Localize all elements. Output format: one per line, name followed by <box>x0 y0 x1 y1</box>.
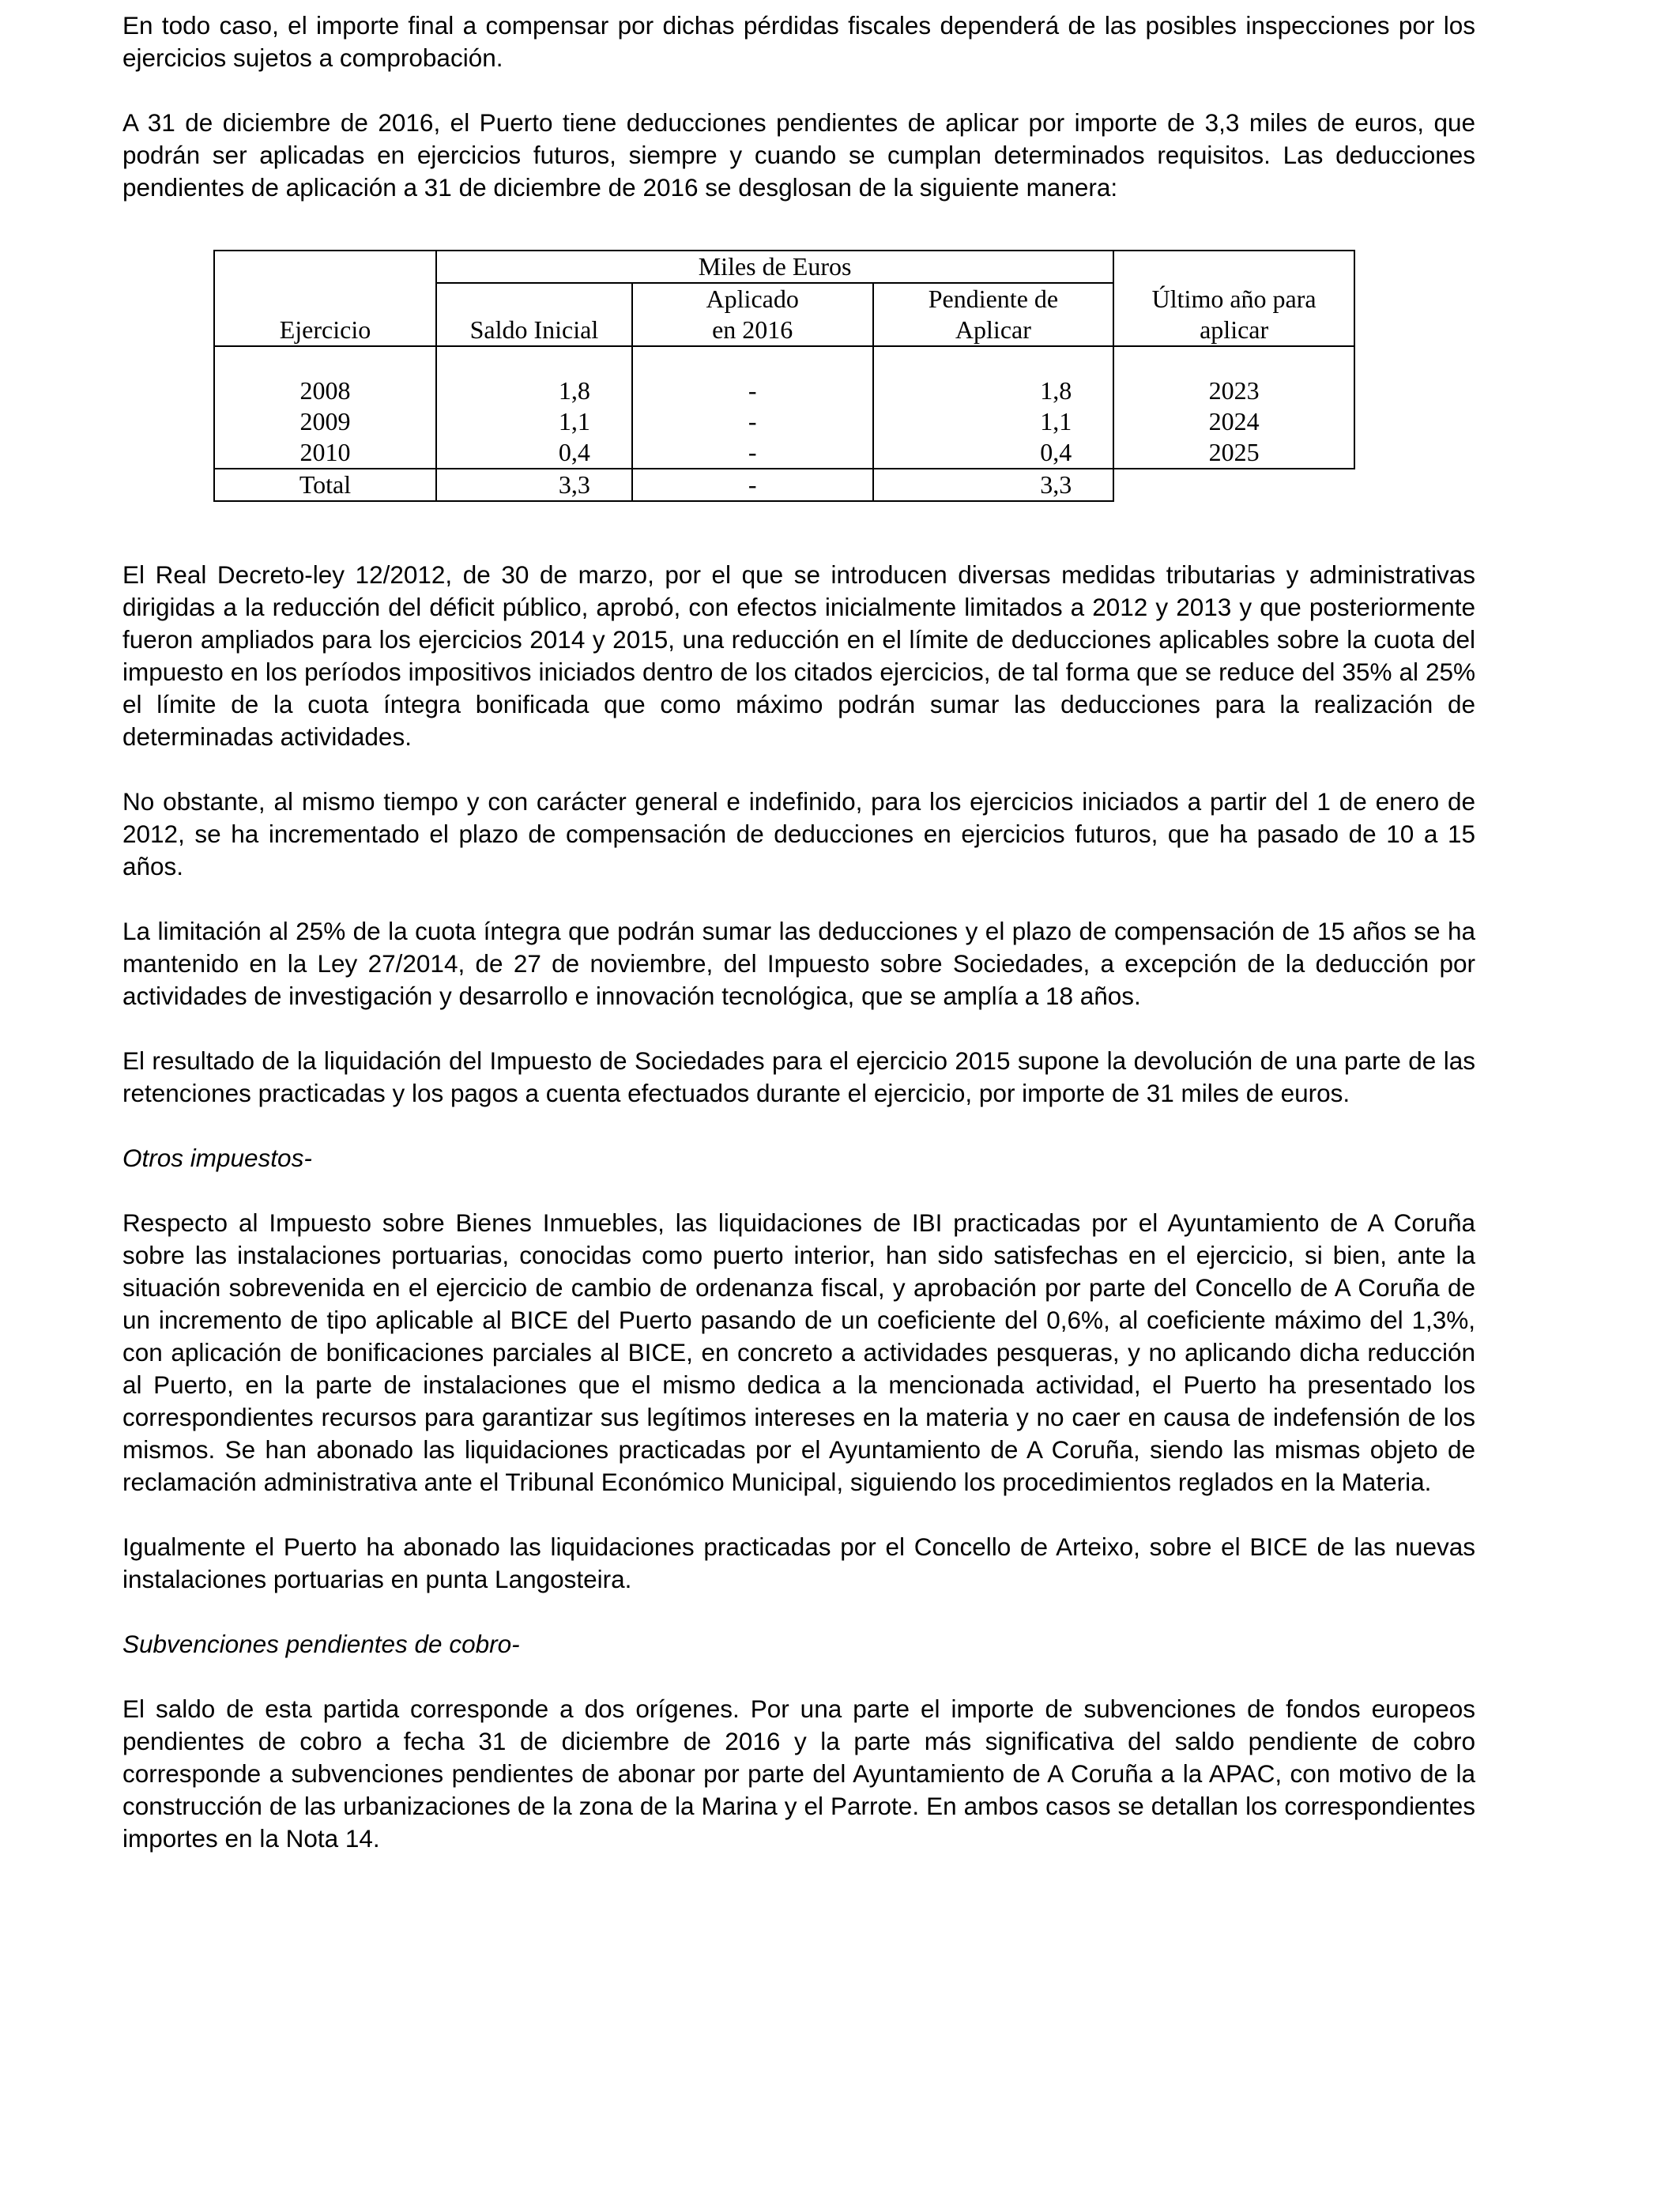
header-miles-de-euros: Miles de Euros <box>436 251 1113 283</box>
cell-saldo: 0,4 <box>436 437 632 469</box>
paragraph-no-obstante: No obstante, al mismo tiempo y con carácter general e indefinido, para los ejercicios iniciados a partir del 1 de enero de 2012, se ha incrementado el plazo de compensación de deducciones en ejercicios futuros, que ha pasado de 10 a 15 años. <box>122 787 1475 880</box>
cell-saldo: 1,1 <box>436 406 632 437</box>
header-aplicado-2: en 2016 <box>632 315 873 346</box>
cell-ejercicio: 2008 <box>214 375 436 406</box>
header-ultimo-2: aplicar <box>1113 315 1354 346</box>
heading-subvenciones: Subvenciones pendientes de cobro- <box>122 1630 520 1658</box>
cell-total-saldo: 3,3 <box>436 469 632 501</box>
cell-ultimo: 2023 <box>1113 375 1354 406</box>
header-saldo-inicial: Saldo Inicial <box>436 315 632 346</box>
cell-ejercicio: 2010 <box>214 437 436 469</box>
cell-ultimo: 2024 <box>1113 406 1354 437</box>
header-aplicado-1: Aplicado <box>632 283 873 315</box>
paragraph-deducciones-pendientes: A 31 de diciembre de 2016, el Puerto tiene deducciones pendientes de aplicar por importe de 3,3 miles de euros, que podrán ser aplicadas en ejercicios futuros, siempre y cuando se cumplan determinados requisitos. Las deducciones pendientes de aplicación a 31 de diciembre de 2016 se desglosan de la siguiente manera: <box>122 108 1475 202</box>
deducciones-table <box>213 250 1355 502</box>
deducciones-table-container <box>213 250 1475 502</box>
cell-total-aplicado: - <box>632 469 873 501</box>
table-row <box>214 375 1354 406</box>
header-pendiente-2: Aplicar <box>873 315 1114 346</box>
table-total-row <box>214 469 1354 501</box>
table-row <box>214 437 1354 469</box>
document-page <box>122 9 1475 1887</box>
cell-pendiente: 1,8 <box>873 375 1114 406</box>
paragraph-real-decreto: El Real Decreto-ley 12/2012, de 30 de marzo, por el que se introducen diversas medidas tributarias y administrativas dirigidas a la reducción del déficit público, aprobó, con efectos inicialmente limitados a 2012 y 2013 y que posteriormente fueron ampliados para los ejercicios 2014 y 2015, una reducción en el límite de deducciones aplicables sobre la cuota del impuesto en los períodos impositivos iniciados dentro de los citados ejercicios, de tal forma que se reduce del 35% al 25% el límite de la cuota íntegra bonificada que como máximo podrán sumar las deducciones para la realización de determinadas actividades. <box>122 560 1475 751</box>
heading-otros-impuestos: Otros impuestos- <box>122 1144 312 1172</box>
paragraph-perdidas-fiscales: En todo caso, el importe final a compensar por dichas pérdidas fiscales dependerá de las posibles inspecciones por los ejercicios sujetos a comprobación. <box>122 11 1475 72</box>
header-ultimo-1: Último año para <box>1113 283 1354 315</box>
cell-ejercicio: 2009 <box>214 406 436 437</box>
cell-aplicado: - <box>632 406 873 437</box>
header-pendiente-1: Pendiente de <box>873 283 1114 315</box>
cell-pendiente: 0,4 <box>873 437 1114 469</box>
paragraph-arteixo: Igualmente el Puerto ha abonado las liquidaciones practicadas por el Concello de Arteixo, sobre el BICE de las nuevas instalaciones portuarias en punta Langosteira. <box>122 1532 1475 1593</box>
cell-aplicado: - <box>632 437 873 469</box>
cell-pendiente: 1,1 <box>873 406 1114 437</box>
paragraph-resultado-liquidacion: El resultado de la liquidación del Impuesto de Sociedades para el ejercicio 2015 supone la devolución de una parte de las retenciones practicadas y los pagos a cuenta efectuados durante el ejercicio, por importe de 31 miles de euros. <box>122 1046 1475 1107</box>
table-row <box>214 406 1354 437</box>
cell-ultimo: 2025 <box>1113 437 1354 469</box>
cell-total-label: Total <box>214 469 436 501</box>
cell-aplicado: - <box>632 375 873 406</box>
paragraph-ibi: Respecto al Impuesto sobre Bienes Inmuebles, las liquidaciones de IBI practicadas por el Ayuntamiento de A Coruña sobre las instalaciones portuarias, conocidas como puerto interior, han sido satisfechas en el ejercicio, si bien, ante la situación sobrevenida en el ejercicio de cambio de ordenanza fiscal, y aprobación por parte del Concello de A Coruña de un incremento de tipo aplicable al BICE del Puerto pasando de un coeficiente del 0,6%, al coeficiente máximo del 1,3%, con aplicación de bonificaciones parciales al BICE, en concreto a actividades pesqueras, y no aplicando dicha reducción al Puerto, en la parte de instalaciones que el mismo dedica a la mencionada actividad, el Puerto ha presentado los correspondientes recursos para garantizar sus legítimos intereses en la materia y no caer en causa de indefensión de los mismos. Se han abonado las liquidaciones practicadas por el Ayuntamiento de A Coruña, siendo las mismas objeto de reclamación administrativa ante el Tribunal Económico Municipal, siguiendo los procedimientos reglados en la Materia. <box>122 1208 1475 1496</box>
cell-saldo: 1,8 <box>436 375 632 406</box>
paragraph-saldo-partida: El saldo de esta partida corresponde a dos orígenes. Por una parte el importe de subvenciones de fondos europeos pendientes de cobro a fecha 31 de diciembre de 2016 y la parte más significativa del saldo pendiente de cobro corresponde a subvenciones pendientes de abonar por parte del Ayuntamiento de A Coruña a la APAC, con motivo de la construcción de las urbanizaciones de la zona de la Marina y el Parrote. En ambos casos se detallan los correspondientes importes en la Nota 14. <box>122 1695 1475 1853</box>
paragraph-limitacion: La limitación al 25% de la cuota íntegra que podrán sumar las deducciones y el plazo de compensación de 15 años se ha mantenido en la Ley 27/2014, de 27 de noviembre, del Impuesto sobre Sociedades, a excepción de la deducción por actividades de investigación y desarrollo e innovación tecnológica, que se amplía a 18 años. <box>122 917 1475 1010</box>
cell-total-pendiente: 3,3 <box>873 469 1114 501</box>
header-ejercicio: Ejercicio <box>214 251 436 346</box>
